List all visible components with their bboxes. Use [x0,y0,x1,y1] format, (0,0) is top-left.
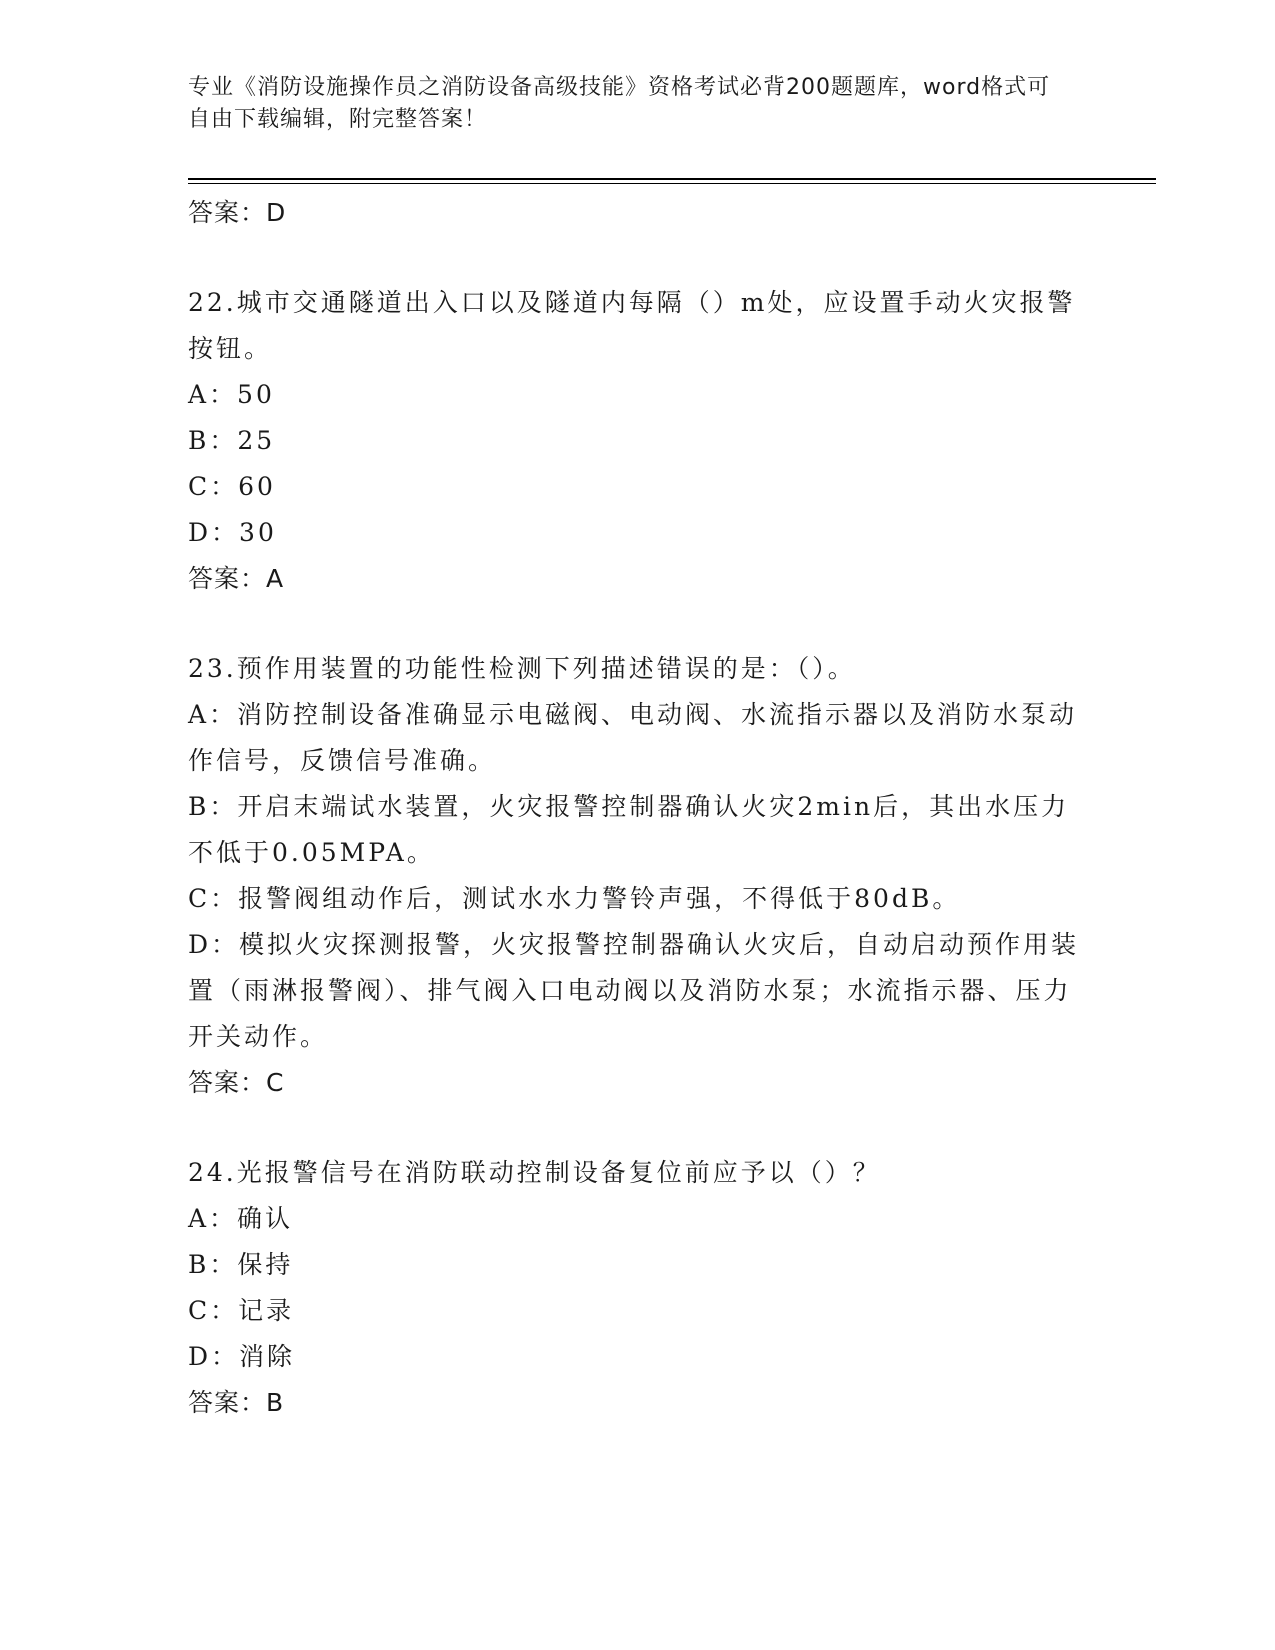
question-list [188,190,1088,1426]
option-d: D：30 [188,518,277,547]
option-b: B：保持 [188,1250,294,1279]
question-22 [188,280,1088,602]
answer-line: 答案：B [188,1388,285,1417]
answer-line: 答案：C [188,1068,285,1097]
document-header: 专业《消防设施操作员之消防设备高级技能》资格考试必背200题题库，word格式可自由下载编辑，附完整答案！ [188,75,1051,132]
option-b: B：开启末端试水装置，火灾报警控制器确认火灾2min后，其出水压力不低于0.05MPA。 [188,792,1070,867]
question-24 [188,1150,1088,1426]
answer-line: 答案：A [188,564,285,593]
option-a: A：确认 [188,1204,294,1233]
option-d: D：模拟火灾探测报警，火灾报警控制器确认火灾后，自动启动预作用装置（雨淋报警阀）、排气阀入口电动阀以及消防水泵；水流指示器、压力开关动作。 [188,930,1080,1051]
option-a: A：50 [188,380,275,409]
option-a: A：消防控制设备准确显示电磁阀、电动阀、水流指示器以及消防水泵动作信号，反馈信号准确。 [188,700,1078,775]
question-stem: 24.光报警信号在消防联动控制设备复位前应予以（）？ [188,1158,881,1187]
option-c: C：记录 [188,1296,295,1325]
question-stem: 22.城市交通隧道出入口以及隧道内每隔（）m处，应设置手动火灾报警按钮。 [188,288,1076,363]
option-c: C：报警阀组动作后，测试水水力警铃声强，不得低于80dB。 [188,884,961,913]
option-b: B：25 [188,426,276,455]
answer-line: 答案：D [188,198,287,227]
header-rule-thick [188,178,1156,180]
question-23 [188,646,1088,1106]
question-stem: 23.预作用装置的功能性检测下列描述错误的是：（）。 [188,654,856,683]
header-rule-thin [188,183,1156,184]
option-d: D：消除 [188,1342,296,1371]
option-c: C：60 [188,472,276,501]
